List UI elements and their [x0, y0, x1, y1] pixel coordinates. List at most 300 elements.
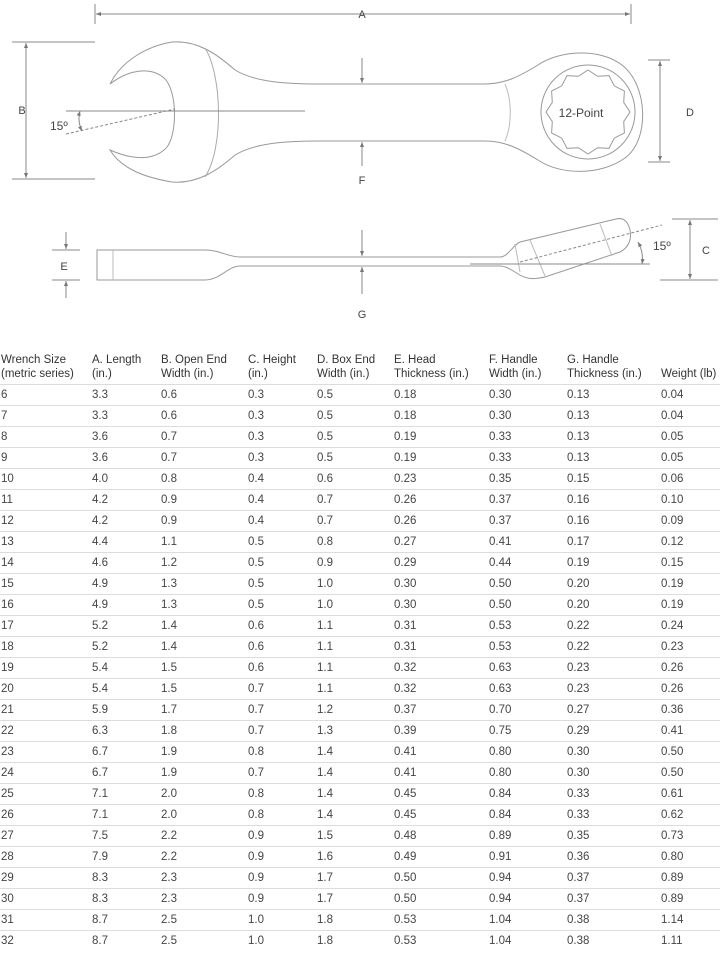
column-header-line: D. Box End	[317, 354, 376, 366]
table-cell: 0.7	[247, 700, 316, 721]
table-cell: 18	[0, 637, 91, 658]
table-cell: 6.7	[91, 763, 160, 784]
table-cell: 1.1	[316, 679, 393, 700]
handle-thickness-label: G	[357, 309, 367, 321]
table-cell: 6	[0, 385, 91, 406]
table-cell: 1.04	[489, 935, 512, 947]
table-cell: 1.4	[160, 637, 247, 658]
table-cell: 19	[0, 658, 91, 679]
table-header-row	[0, 350, 720, 385]
table-cell: 0.89	[488, 826, 566, 847]
table-cell: 0.29	[566, 721, 660, 742]
table-cell: 0.27	[566, 700, 660, 721]
table-cell: 0.50	[488, 574, 566, 595]
table-cell: 0.37	[488, 490, 566, 511]
table-row	[0, 469, 720, 490]
table-cell: 0.18	[393, 385, 488, 406]
table-cell: 4.9	[91, 595, 160, 616]
table-cell: 0.3	[247, 448, 316, 469]
table-cell: 0.9	[160, 490, 247, 511]
table-cell: 2.0	[160, 805, 247, 826]
table-cell: 23	[0, 742, 91, 763]
column-header	[488, 350, 566, 385]
column-header	[0, 350, 91, 385]
table-cell: 2.3	[160, 889, 247, 910]
column-header-line: (in.)	[248, 368, 268, 380]
table-cell: 0.53	[393, 910, 488, 931]
table-row	[0, 511, 720, 532]
table-cell: 0.6	[247, 616, 316, 637]
table-cell: 5.9	[91, 700, 160, 721]
table-cell: 3.6	[91, 427, 160, 448]
wrench-side-view	[52, 219, 718, 321]
table-cell: 0.26	[660, 679, 720, 700]
table-row	[0, 889, 720, 910]
box-end-label: 12-Point	[558, 106, 604, 120]
table-cell: 0.41	[393, 742, 488, 763]
table-cell: 0.50	[660, 742, 720, 763]
handle-width-label: F	[358, 175, 366, 187]
table-cell: 8.3	[91, 868, 160, 889]
table-cell: 0.70	[488, 700, 566, 721]
table-cell: 0.23	[660, 637, 720, 658]
table-cell: 0.91	[488, 847, 566, 868]
table-cell: 0.6	[316, 469, 393, 490]
table-cell: 0.6	[160, 385, 247, 406]
table-row	[0, 574, 720, 595]
table-cell: 0.30	[488, 385, 566, 406]
table-cell: 4.4	[91, 532, 160, 553]
table-cell: 0.61	[660, 784, 720, 805]
table-cell: 0.22	[566, 637, 660, 658]
column-header	[160, 350, 247, 385]
table-cell: 0.50	[393, 889, 488, 910]
table-cell: 0.5	[247, 574, 316, 595]
table-cell: 29	[0, 868, 91, 889]
table-cell: 1.5	[316, 826, 393, 847]
table-cell: 1.3	[160, 574, 247, 595]
table-cell: 1.6	[316, 847, 393, 868]
table-cell: 0.9	[247, 868, 316, 889]
column-header-line: Width (in.)	[489, 368, 542, 380]
table-cell: 0.15	[660, 553, 720, 574]
table-cell: 0.5	[316, 385, 393, 406]
table-cell: 0.6	[247, 637, 316, 658]
wrench-spec-table	[0, 350, 720, 951]
table-cell: 0.19	[566, 553, 660, 574]
table-cell: 7.1	[91, 805, 160, 826]
table-cell: 0.05	[660, 427, 720, 448]
column-header-line: E. Head	[394, 354, 436, 366]
table-cell: 0.30	[393, 595, 488, 616]
table-cell: 0.8	[247, 742, 316, 763]
table-cell: 1.7	[316, 868, 393, 889]
table-cell: 1.1	[160, 532, 247, 553]
table-cell: 0.7	[316, 490, 393, 511]
table-cell: 24	[0, 763, 91, 784]
table-cell: 0.7	[160, 448, 247, 469]
table-cell: 1.5	[160, 658, 247, 679]
table-cell: 0.45	[393, 784, 488, 805]
table-cell: 0.8	[247, 784, 316, 805]
table-cell: 0.53	[488, 616, 566, 637]
table-cell: 1.0	[247, 910, 316, 931]
table-cell: 1.8	[316, 910, 393, 931]
table-cell: 0.48	[393, 826, 488, 847]
column-header-line: (in.)	[92, 368, 112, 380]
table-cell: 7.1	[91, 784, 160, 805]
column-header-line: C. Height	[248, 354, 296, 366]
table-cell: 1.11	[661, 935, 683, 947]
table-cell: 1.9	[160, 763, 247, 784]
table-cell: 0.9	[247, 826, 316, 847]
table-cell: 0.13	[566, 427, 660, 448]
table-cell: 1.7	[316, 889, 393, 910]
table-cell: 0.13	[566, 406, 660, 427]
table-cell: 0.19	[393, 427, 488, 448]
table-cell: 0.5	[247, 532, 316, 553]
table-cell: 0.8	[160, 469, 247, 490]
table-cell: 0.29	[393, 553, 488, 574]
table-row	[0, 784, 720, 805]
table-cell: 9	[0, 448, 91, 469]
table-cell: 0.33	[566, 784, 660, 805]
table-cell: 0.9	[247, 847, 316, 868]
table-cell: 0.38	[566, 910, 660, 931]
table-row	[0, 826, 720, 847]
column-header	[91, 350, 160, 385]
table-cell: 5.4	[91, 658, 160, 679]
table-cell: 0.5	[316, 448, 393, 469]
table-cell: 4.6	[91, 553, 160, 574]
table-cell: 1.4	[316, 763, 393, 784]
table-cell: 0.24	[660, 616, 720, 637]
table-cell: 0.94	[488, 868, 566, 889]
table-cell: 0.04	[660, 385, 720, 406]
table-cell: 7	[0, 406, 91, 427]
table-cell: 0.26	[393, 490, 488, 511]
table-cell: 0.9	[247, 889, 316, 910]
table-row	[0, 406, 720, 427]
table-cell: 0.6	[247, 658, 316, 679]
table-cell: 0.18	[393, 406, 488, 427]
column-header-line: Thickness (in.)	[567, 368, 642, 380]
table-cell: 11	[0, 490, 91, 511]
table-cell: 1.8	[317, 935, 333, 947]
table-row	[0, 532, 720, 553]
table-cell: 14	[0, 553, 91, 574]
table-row	[0, 742, 720, 763]
table-cell: 0.16	[566, 490, 660, 511]
table-cell: 0.5	[247, 595, 316, 616]
table-row	[0, 910, 720, 931]
table-cell: 0.73	[660, 826, 720, 847]
table-cell: 0.41	[660, 721, 720, 742]
table-cell: 0.30	[566, 742, 660, 763]
table-cell: 20	[0, 679, 91, 700]
table-cell: 5.2	[91, 637, 160, 658]
table-cell: 6.3	[91, 721, 160, 742]
table-cell: 8	[0, 427, 91, 448]
table-row	[0, 616, 720, 637]
table-cell: 3.3	[91, 385, 160, 406]
table-cell: 3.6	[91, 448, 160, 469]
table-cell: 0.45	[393, 805, 488, 826]
table-cell: 1.4	[316, 742, 393, 763]
table-cell: 0.9	[160, 511, 247, 532]
table-row	[0, 490, 720, 511]
table-cell: 6.7	[91, 742, 160, 763]
table-row	[0, 385, 720, 406]
open-end-label: B	[18, 105, 26, 117]
table-cell: 5.4	[91, 679, 160, 700]
table-cell: 0.41	[393, 763, 488, 784]
table-cell: 28	[0, 847, 91, 868]
table-cell: 0.12	[660, 532, 720, 553]
table-cell: 2.5	[161, 935, 177, 947]
table-cell: 0.8	[316, 532, 393, 553]
column-header	[660, 350, 720, 385]
table-cell: 0.30	[488, 406, 566, 427]
table-cell: 0.36	[660, 700, 720, 721]
table-cell: 0.22	[566, 616, 660, 637]
table-cell: 8.3	[91, 889, 160, 910]
table-cell: 0.4	[247, 490, 316, 511]
table-row	[0, 427, 720, 448]
table-cell: 0.27	[393, 532, 488, 553]
wrench-top-view	[12, 4, 694, 187]
table-cell: 0.84	[488, 784, 566, 805]
table-cell: 0.33	[488, 448, 566, 469]
table-cell: 1.0	[248, 935, 264, 947]
table-cell: 0.5	[316, 406, 393, 427]
table-cell: 0.84	[488, 805, 566, 826]
table-row	[0, 553, 720, 574]
table-cell: 0.35	[566, 826, 660, 847]
table-row	[0, 637, 720, 658]
column-header	[316, 350, 393, 385]
table-row	[0, 805, 720, 826]
table-cell: 2.0	[160, 784, 247, 805]
table-cell: 32	[1, 935, 14, 947]
side-angle-arc	[638, 242, 642, 264]
table-cell: 0.15	[566, 469, 660, 490]
table-cell: 0.26	[393, 511, 488, 532]
box-end-width-label: D	[686, 107, 694, 119]
table-cell: 0.7	[247, 763, 316, 784]
table-cell: 0.41	[488, 532, 566, 553]
table-body	[0, 385, 720, 952]
table-cell: 0.50	[393, 868, 488, 889]
table-cell: 1.4	[160, 616, 247, 637]
table-cell: 0.49	[393, 847, 488, 868]
table-row	[0, 721, 720, 742]
table-cell: 0.32	[393, 658, 488, 679]
table-cell: 1.9	[160, 742, 247, 763]
table-cell: 0.6	[160, 406, 247, 427]
table-row	[0, 700, 720, 721]
table-cell: 0.3	[247, 406, 316, 427]
table-cell: 1.8	[160, 721, 247, 742]
table-cell: 0.16	[566, 511, 660, 532]
table-cell: 1.7	[160, 700, 247, 721]
table-cell: 1.1	[316, 658, 393, 679]
table-row	[0, 658, 720, 679]
table-cell: 0.31	[393, 637, 488, 658]
table-cell: 0.37	[393, 700, 488, 721]
table-cell: 7.5	[91, 826, 160, 847]
table-cell: 0.17	[566, 532, 660, 553]
table-cell: 3.3	[91, 406, 160, 427]
table-cell: 0.23	[566, 679, 660, 700]
table-cell: 0.4	[247, 469, 316, 490]
table-cell: 31	[0, 910, 91, 931]
table-cell: 0.30	[566, 763, 660, 784]
table-cell: 2.5	[160, 910, 247, 931]
table-cell: 27	[0, 826, 91, 847]
table-cell: 0.4	[247, 511, 316, 532]
table-row	[0, 595, 720, 616]
table-cell: 0.31	[393, 616, 488, 637]
table-cell: 0.3	[247, 427, 316, 448]
table-cell: 0.5	[247, 553, 316, 574]
table-cell: 0.53	[394, 935, 417, 947]
column-header	[393, 350, 488, 385]
angle-arc	[79, 111, 82, 131]
table-cell: 4.9	[91, 574, 160, 595]
table-row	[0, 679, 720, 700]
table-cell: 0.20	[566, 574, 660, 595]
column-header-line: A. Length	[92, 354, 142, 366]
table-cell: 0.19	[660, 595, 720, 616]
column-header	[566, 350, 660, 385]
wrench-dimension-diagram	[0, 0, 720, 340]
table-cell: 0.06	[660, 469, 720, 490]
height-label: C	[702, 245, 710, 257]
table-cell: 0.7	[247, 679, 316, 700]
table-cell: 10	[0, 469, 91, 490]
table-cell: 4.0	[91, 469, 160, 490]
table-cell: 1.14	[660, 910, 720, 931]
table-cell: 0.10	[660, 490, 720, 511]
table-cell: 1.0	[316, 595, 393, 616]
table-cell: 0.3	[247, 385, 316, 406]
column-header-line: (metric series)	[1, 368, 74, 380]
column-header-line: Wrench Size	[1, 354, 66, 366]
open-end-angle-label: 15º	[50, 119, 68, 133]
table-cell: 0.5	[316, 427, 393, 448]
table-cell: 0.33	[488, 427, 566, 448]
table-row	[0, 868, 720, 889]
table-cell: 0.80	[488, 742, 566, 763]
length-label: A	[358, 9, 366, 21]
table-cell: 0.94	[488, 889, 566, 910]
column-header	[247, 350, 316, 385]
table-cell: 8.7	[91, 910, 160, 931]
table-cell: 0.19	[393, 448, 488, 469]
jaw-angle-line	[66, 109, 175, 134]
table-cell: 0.04	[660, 406, 720, 427]
table-cell: 0.37	[566, 889, 660, 910]
table-cell: 1.4	[316, 784, 393, 805]
table-cell: 0.50	[488, 595, 566, 616]
table-cell: 0.62	[660, 805, 720, 826]
table-cell: 0.50	[660, 763, 720, 784]
column-header-line: B. Open End	[161, 354, 227, 366]
table-cell: 5.2	[91, 616, 160, 637]
column-header-line: Weight (lb)	[661, 368, 717, 380]
table-cell: 30	[0, 889, 91, 910]
table-row	[0, 448, 720, 469]
table-cell: 0.63	[488, 679, 566, 700]
table-row	[0, 847, 720, 868]
table-cell: 0.35	[488, 469, 566, 490]
table-cell: 21	[0, 700, 91, 721]
table-cell: 0.13	[566, 448, 660, 469]
table-cell: 0.23	[393, 469, 488, 490]
table-cell: 0.80	[660, 847, 720, 868]
table-cell: 0.7	[316, 511, 393, 532]
table-cell: 0.33	[566, 805, 660, 826]
column-header-line: Width (in.)	[317, 368, 370, 380]
table-cell: 25	[0, 784, 91, 805]
table-cell: 0.20	[566, 595, 660, 616]
table-cell: 0.9	[316, 553, 393, 574]
table-cell: 0.7	[160, 427, 247, 448]
table-cell: 0.44	[488, 553, 566, 574]
table-cell: 0.39	[393, 721, 488, 742]
table-cell: 0.89	[660, 889, 720, 910]
table-cell: 1.2	[316, 700, 393, 721]
table-cell: 1.5	[160, 679, 247, 700]
table-cell: 17	[0, 616, 91, 637]
wrench-side-outline	[97, 219, 631, 280]
table-cell: 0.8	[247, 805, 316, 826]
table-cell: 2.2	[160, 826, 247, 847]
table-cell: 0.05	[660, 448, 720, 469]
head-thickness-label: E	[60, 261, 68, 273]
table-cell: 0.32	[393, 679, 488, 700]
table-cell: 0.89	[660, 868, 720, 889]
table-cell: 4.2	[91, 511, 160, 532]
table-cell: 0.38	[567, 935, 590, 947]
table-cell: 0.63	[488, 658, 566, 679]
table-cell: 0.36	[566, 847, 660, 868]
table-cell: 2.2	[160, 847, 247, 868]
column-header-line: Width (in.)	[161, 368, 214, 380]
table-cell: 16	[0, 595, 91, 616]
column-header-line: F. Handle	[489, 354, 538, 366]
table-cell: 7.9	[91, 847, 160, 868]
table-cell: 0.23	[566, 658, 660, 679]
table-cell: 1.0	[316, 574, 393, 595]
table-cell: 1.4	[316, 805, 393, 826]
table-cell: 4.2	[91, 490, 160, 511]
table-cell: 0.13	[566, 385, 660, 406]
side-angle-label: 15º	[653, 239, 671, 253]
table-cell: 22	[0, 721, 91, 742]
table-cell: 1.04	[488, 910, 566, 931]
table-cell: 0.26	[660, 658, 720, 679]
table-cell: 26	[0, 805, 91, 826]
table-cell: 12	[0, 511, 91, 532]
table-cell: 1.1	[316, 637, 393, 658]
table-cell: 2.3	[160, 868, 247, 889]
table-row	[0, 763, 720, 784]
table-cell: 0.30	[393, 574, 488, 595]
column-header-line: Thickness (in.)	[394, 368, 469, 380]
table-row	[0, 931, 720, 952]
